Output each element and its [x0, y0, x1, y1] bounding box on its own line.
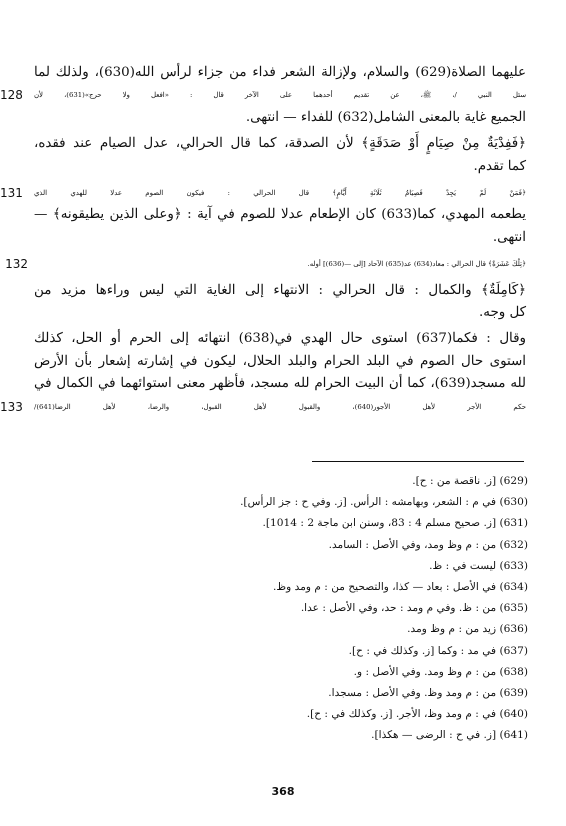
- footnote: (639) من : م ومد وظ. وفي الأصل : مسجدا.: [328, 687, 528, 700]
- line-text: ﴿كَامِلَةٌ﴾ والكمال : قال الحرالي : الانتهاء إلى الغاية التي ليس وراءها مزيد من: [34, 282, 526, 298]
- footnote-separator: [312, 461, 524, 462]
- line-text: ﴿تِلْكَ عَشَرَةٌ﴾ قال الحرالي : معاد(634) عد(635) الآحاد [إلى —(636)] أوله.: [307, 260, 526, 269]
- footnote: (641) [ز. في ح : الرضى — هكذا].: [371, 729, 528, 742]
- footnote: (640) في : م ومد وظ، الأجر. [ز. وكذلك في : ح].: [306, 708, 528, 721]
- footnote: (635) من : ظ. وفي م ومد : حد، وفي الأصل : عدا.: [300, 602, 528, 615]
- text-line: [34, 280, 526, 302]
- line-text: وقال : فكما(637) استوى حال الهدي في(638) انتهائه إلى الحرم أو الحل، كذلك: [34, 331, 526, 347]
- line-text: استوى حال الصوم في البلد الحرام والبلد الحلال، ليكون في إشارته إشعار بأن الأرض: [34, 353, 526, 369]
- page-number: 368: [271, 785, 295, 798]
- line-number: 133: [0, 399, 23, 414]
- line-number: 131: [0, 186, 23, 201]
- text-line: [34, 373, 526, 395]
- text-line: [34, 133, 526, 155]
- line-text: كما تقدم.: [473, 158, 526, 174]
- footnote: (633) ليست في : ظ.: [429, 559, 528, 572]
- text-line: [34, 204, 526, 226]
- footnote: (629) [ز. ناقصة من : ح].: [412, 475, 528, 487]
- line-text: يطعمه المهدي، كما(633) كان الإطعام عدلا للصوم في آية : ﴿وعلى الذين يطيقونه﴾ —: [34, 207, 526, 223]
- text-line: [0, 84, 526, 106]
- text-line: [5, 253, 526, 275]
- line-text: لله مسجد(639)، كما أن البيت الحرام لله مسجد، فأظهر معنى استوائهما في الكمال في: [34, 376, 527, 392]
- footnote: (636) زيد من : م وظ ومد.: [407, 623, 528, 636]
- line-text: سئل النبي /، ﷺ، عن تقديم أحدهما على الآخر قال : «افعل ولا حرج»(631)، لأن: [34, 91, 526, 100]
- text-line: [0, 396, 527, 418]
- footnote: (632) من : م وظ ومد، وفي الأصل : السامد.: [328, 538, 528, 551]
- line-text: عليهما الصلاة(629) والسلام، ولإزالة الشعر فداء من جزاء لرأس الله(630)، ولذلك لما: [34, 65, 526, 80]
- line-text: انتهى.: [492, 229, 526, 245]
- line-text: الجميع غاية بالمعنى الشامل(632) للفداء — انتهى.: [245, 109, 526, 125]
- text-line: [34, 302, 526, 324]
- line-text: حكم الأجر لأهل الأجور(640)، والقبول لأهل القبول، والرضا، لأهل الرضا(641)/: [34, 402, 527, 411]
- line-text: ﴿فَمَنْ لَمْ يَجِدْ فَصِيَامُ ثَلَاثَةِ أَيَّامٍ﴾ قال الحرالي : فيكون الصوم عدلا للهدي الذي: [34, 189, 526, 198]
- main-text: [0, 62, 527, 418]
- text-line: [34, 351, 526, 373]
- footnote: (631) [ز. صحيح مسلم 4 : 83، وسنن ابن ماجة 2 : 1014].: [262, 517, 528, 530]
- footnotes: [60, 471, 528, 747]
- text-line: [34, 227, 526, 249]
- line-text: كل وجه.: [479, 305, 526, 321]
- line-number: 128: [0, 88, 23, 103]
- line-text: ﴿فَفِدْيَةٌ مِنْ صِيَامٍ أَوْ صَدَقَةٍ﴾ لأن الصدقة، كما قال الحرالي، عدل الصيام عند فقده،: [34, 136, 526, 152]
- footnote: (634) في الأصل : بعاد — كذا، والتصحيح من : م ومد وظ.: [273, 581, 528, 594]
- footnote: (630) في م : الشعر، وبهامشه : الرأس. [ز. وفي ح : جز الرأس].: [240, 496, 528, 509]
- text-line: [34, 156, 526, 178]
- text-line: [0, 182, 526, 204]
- text-line: [34, 62, 526, 84]
- text-line: [34, 107, 526, 129]
- line-number: 132: [5, 257, 28, 272]
- footnote: (637) في مد : وكما [ز. وكذلك في : ح].: [348, 644, 528, 657]
- text-line: [34, 328, 526, 350]
- footnote: (638) من : م وظ ومد. وفي الأصل : و.: [353, 665, 528, 678]
